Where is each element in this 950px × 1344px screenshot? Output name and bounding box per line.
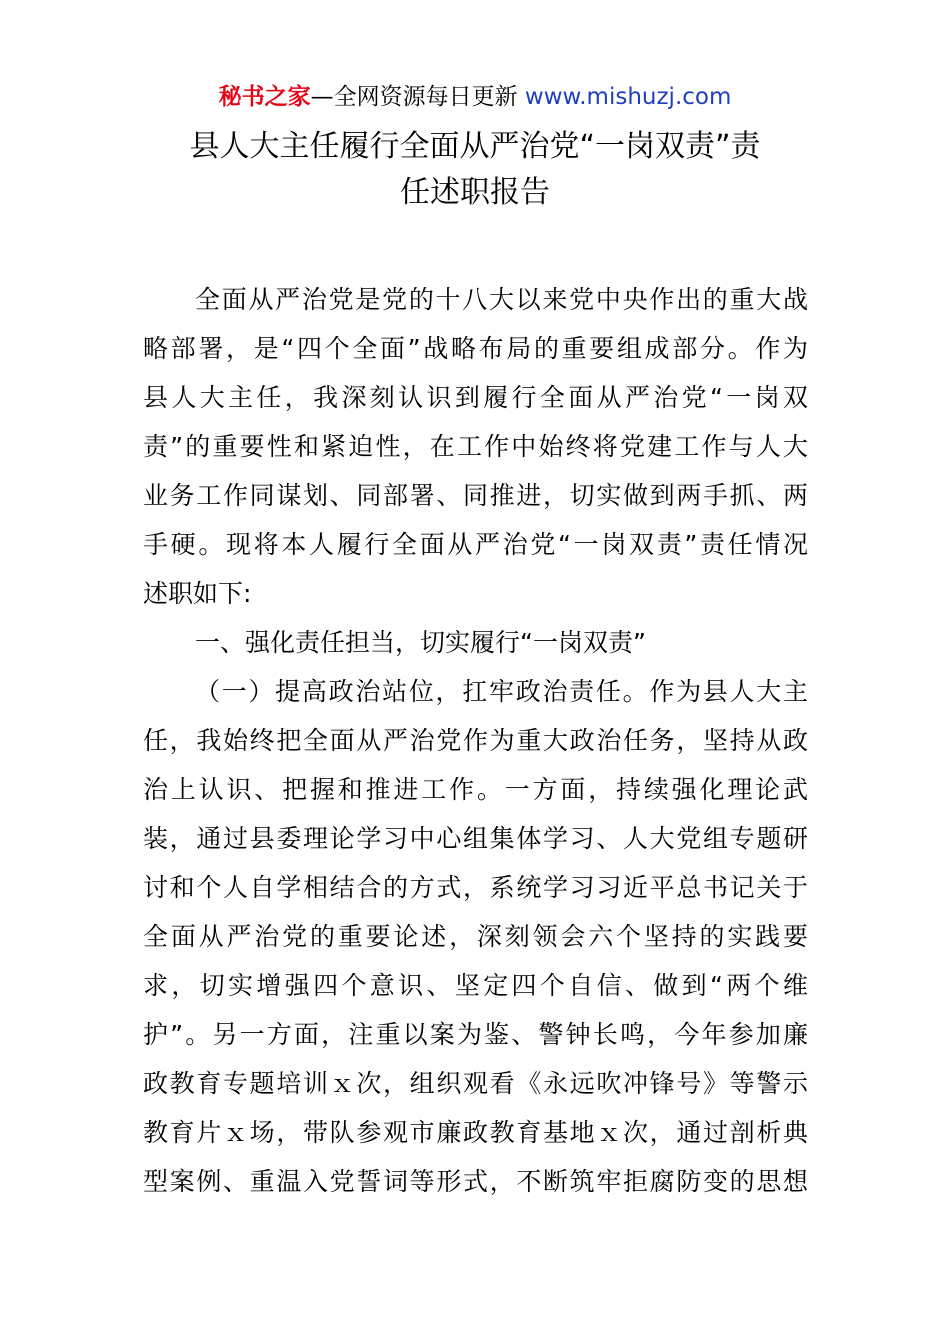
body-line: 教育片ｘ场，带队参观市廉政教育基地ｘ次，通过剖析典 bbox=[143, 1118, 808, 1147]
title-line: 县人大主任履行全面从严治党“一岗双责”责 bbox=[189, 129, 761, 164]
body-line: 型案例、重温入党誓词等形式，不断筑牢拒腐防变的思想 bbox=[143, 1167, 808, 1196]
body-line: 县人大主任，我深刻认识到履行全面从严治党“一岗双 bbox=[143, 383, 808, 412]
body-line: 求，切实增强四个意识、坚定四个自信、做到“两个维 bbox=[143, 971, 808, 1000]
document-body bbox=[143, 275, 808, 1206]
body-line: （一）提高政治站位，扛牢政治责任。作为县人大主 bbox=[195, 677, 808, 706]
header-tagline: —全网资源每日更新 bbox=[310, 84, 525, 110]
body-line: 全面从严治党的重要论述，深刻领会六个坚持的实践要 bbox=[143, 922, 808, 951]
body-line: 述职如下: bbox=[143, 579, 252, 608]
body-line: 业务工作同谋划、同部署、同推进，切实做到两手抓、两 bbox=[143, 481, 808, 510]
title-line: 任述职报告 bbox=[400, 175, 550, 210]
body-line: 护”。另一方面，注重以案为鉴、警钟长鸣，今年参加廉 bbox=[143, 1020, 808, 1049]
body-line: 全面从严治党是党的十八大以来党中央作出的重大战 bbox=[195, 285, 808, 314]
site-header bbox=[0, 80, 950, 114]
body-line: 略部署，是“四个全面”战略布局的重要组成部分。作为 bbox=[143, 334, 808, 363]
body-line: 讨和个人自学相结合的方式，系统学习习近平总书记关于 bbox=[143, 873, 808, 902]
body-line: 政教育专题培训ｘ次，组织观看《永远吹冲锋号》等警示 bbox=[143, 1069, 808, 1098]
body-line: 装，通过县委理论学习中心组集体学习、人大党组专题研 bbox=[143, 824, 808, 853]
document-title bbox=[0, 124, 950, 216]
section-heading: 一、强化责任担当，切实履行“一岗双责” bbox=[195, 628, 646, 657]
body-line: 任，我始终把全面从严治党作为重大政治任务，坚持从政 bbox=[143, 726, 808, 755]
site-url[interactable]: www.mishuzj.com bbox=[524, 84, 732, 110]
body-line: 治上认识、把握和推进工作。一方面，持续强化理论武 bbox=[143, 775, 808, 804]
body-line: 责”的重要性和紧迫性，在工作中始终将党建工作与人大 bbox=[143, 432, 808, 461]
brand-name: 秘书之家 bbox=[218, 84, 311, 110]
body-line: 手硬。现将本人履行全面从严治党“一岗双责”责任情况 bbox=[143, 530, 808, 559]
